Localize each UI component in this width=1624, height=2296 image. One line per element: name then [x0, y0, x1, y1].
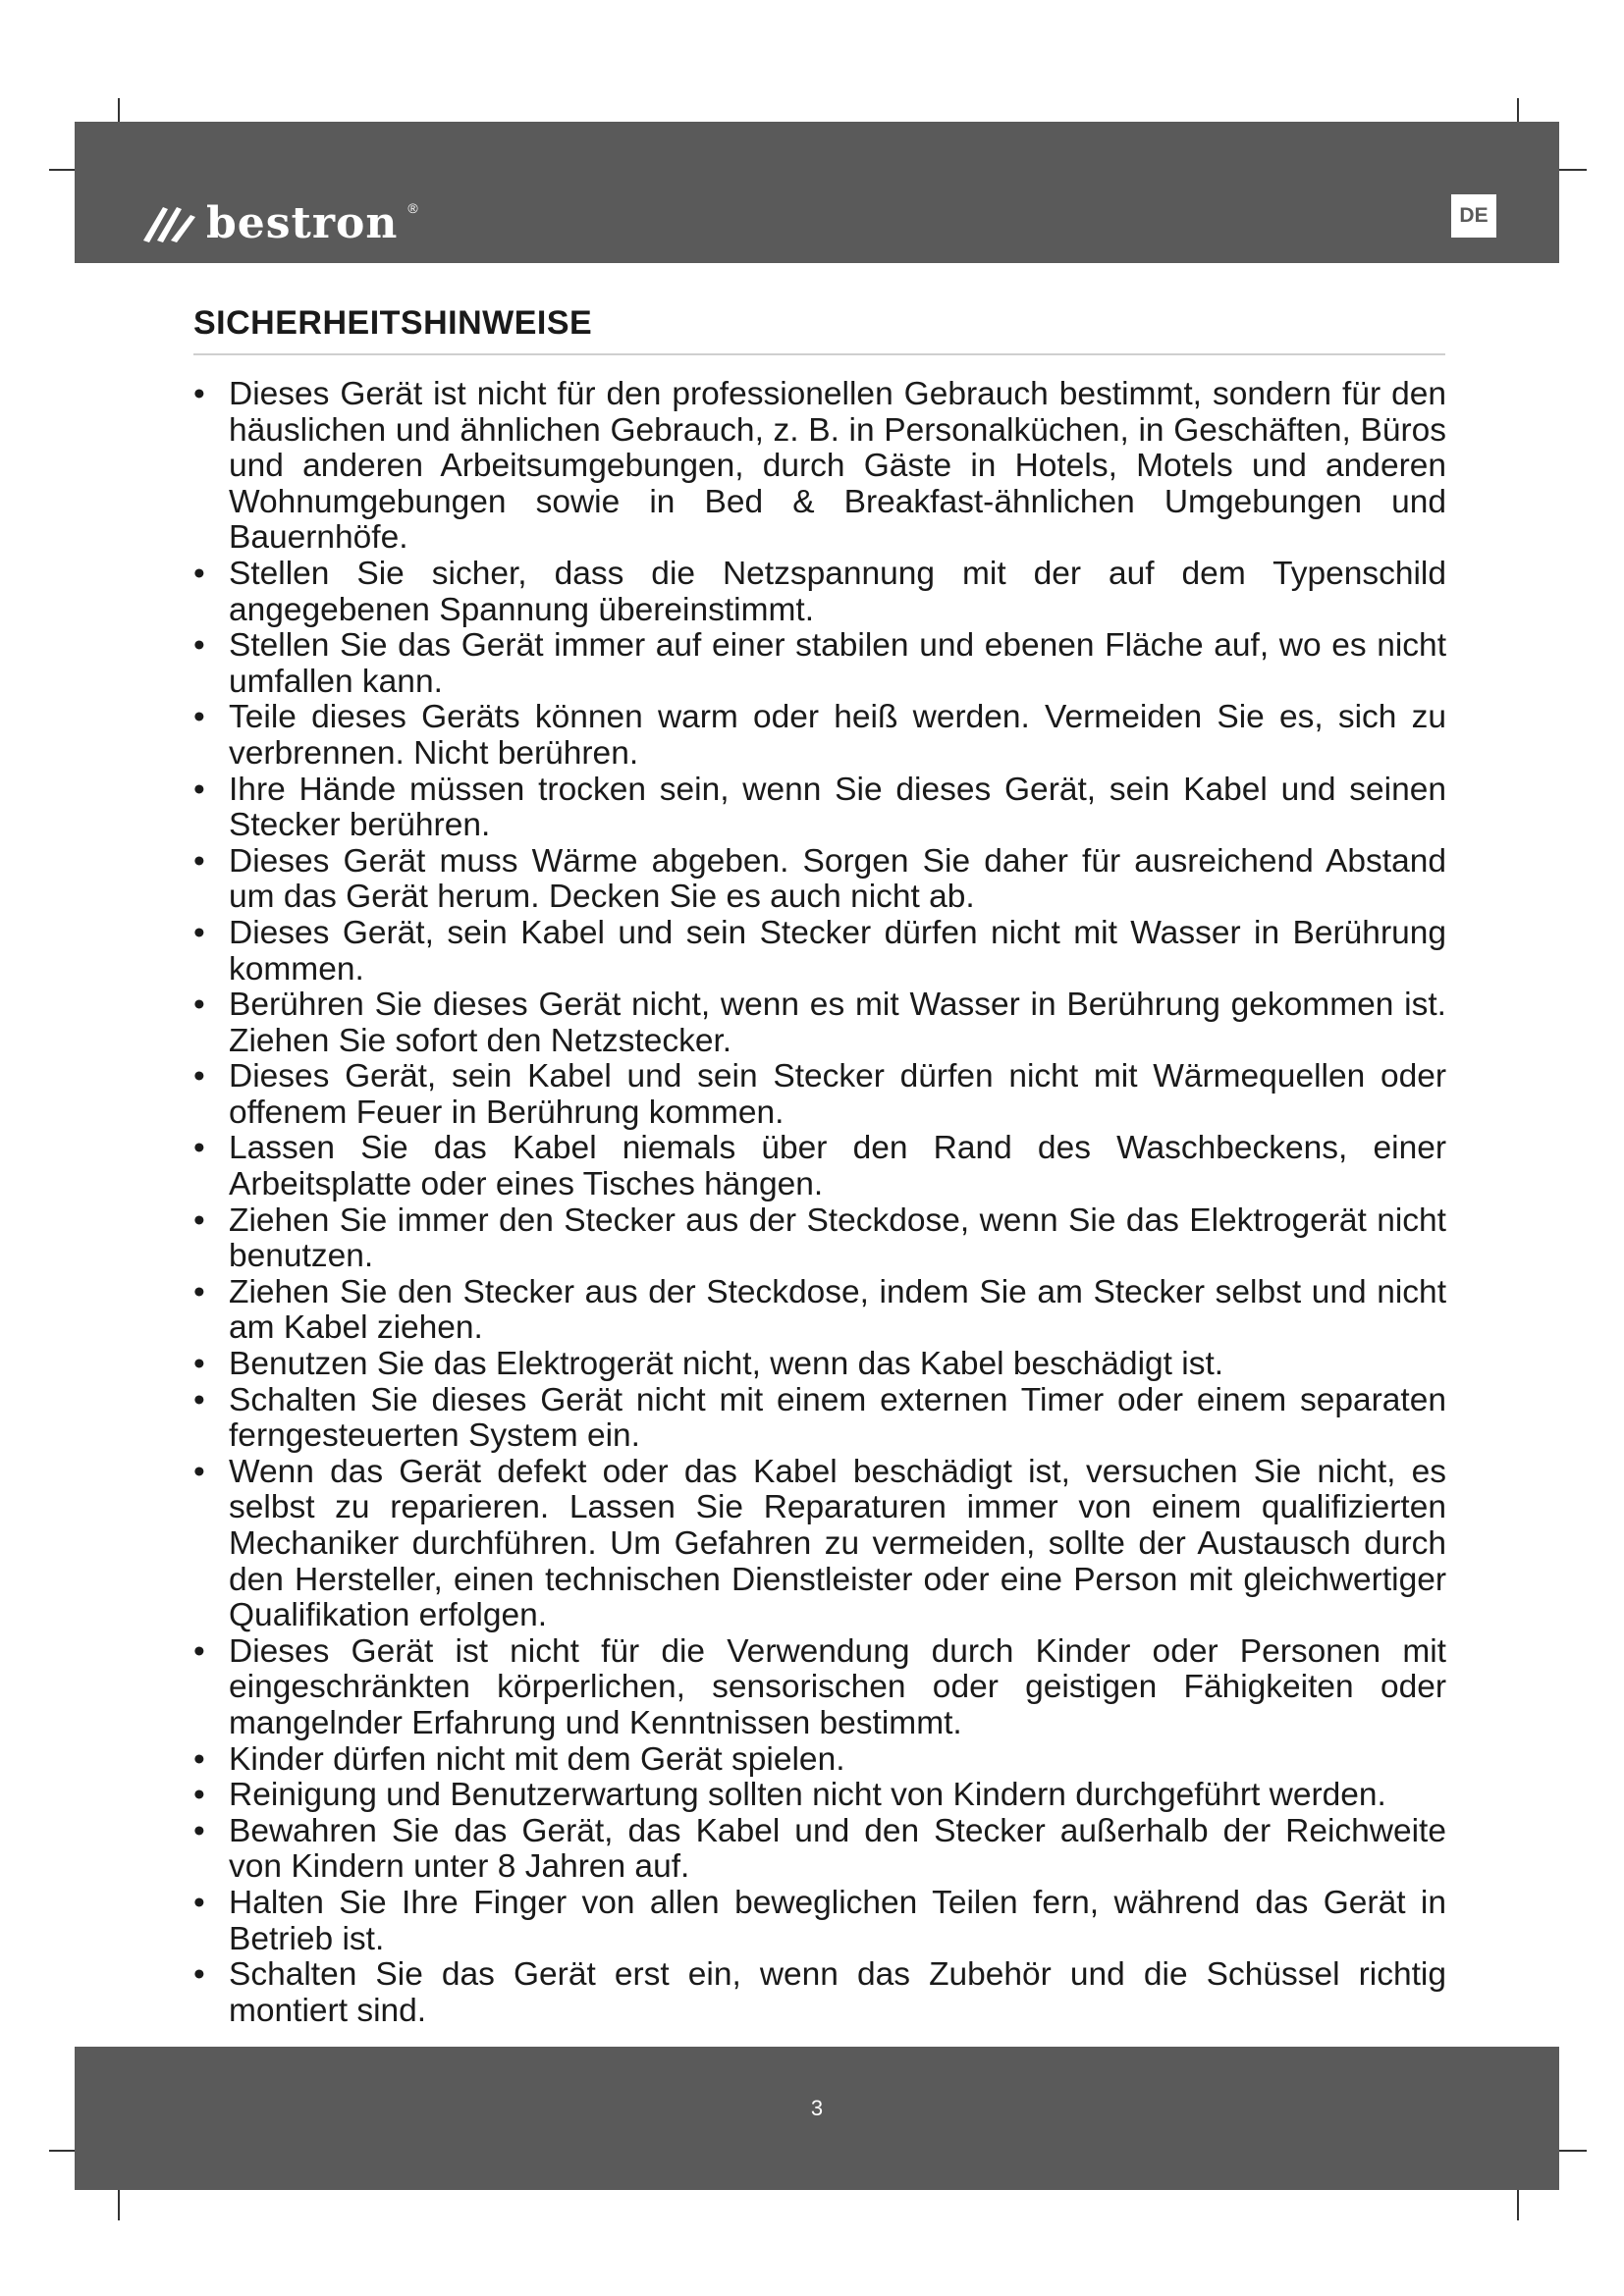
safety-content — [193, 377, 1446, 2029]
list-item — [193, 700, 1446, 772]
list-item-text: Kinder dürfen nicht mit dem Gerät spielen. — [229, 1740, 845, 1778]
list-item — [193, 628, 1446, 700]
list-item — [193, 557, 1446, 628]
bullet-icon: • — [193, 699, 205, 736]
language-badge: DE — [1451, 194, 1496, 238]
list-item — [193, 1957, 1446, 2029]
bullet-icon: • — [193, 1346, 205, 1383]
bullet-icon: • — [193, 1777, 205, 1814]
list-item — [193, 1383, 1446, 1455]
list-item — [193, 1455, 1446, 1634]
bullet-icon: • — [193, 1740, 205, 1778]
list-item-text: Reinigung und Benutzerwartung sollten nicht von Kindern durchgeführt werden. — [229, 1777, 1386, 1814]
list-item — [193, 1742, 1446, 1779]
list-item-text: Ziehen Sie den Stecker aus der Steckdose, indem Sie am Stecker selbst und nicht am Kabel ziehen. — [229, 1273, 1446, 1347]
list-item-text: Lassen Sie das Kabel niemals über den Rand des Waschbeckens, einer Arbeitsplatte oder eines Tisches hängen. — [229, 1130, 1446, 1203]
bullet-icon: • — [193, 987, 205, 1024]
brand-logo — [143, 196, 418, 251]
list-item — [193, 844, 1446, 916]
bullet-icon: • — [193, 555, 205, 592]
list-item-text: Wenn das Gerät defekt oder das Kabel beschädigt ist, versuchen Sie nicht, es selbst zu reparieren. Lassen Sie Reparaturen immer von einem qualifizierten Mechaniker durchführen. Um Gefahren zu vermeiden, sollte der Austausch durch den Hersteller, einen technischen Dienstleister oder eine Person mit gleichwertiger Qualifikation erfolgen. — [229, 1453, 1446, 1634]
chevrons-logo-icon — [143, 201, 198, 246]
bullet-icon: • — [193, 1273, 205, 1310]
list-item — [193, 1347, 1446, 1383]
list-item-text: Dieses Gerät muss Wärme abgeben. Sorgen Sie daher für ausreichend Abstand um das Gerät herum. Decken Sie es auch nicht ab. — [229, 842, 1446, 916]
bullet-icon: • — [193, 1381, 205, 1418]
list-item-text: Berühren Sie dieses Gerät nicht, wenn es mit Wasser in Berührung gekommen ist. Ziehen Sie sofort den Netzstecker. — [229, 987, 1446, 1059]
list-item-text: Schalten Sie dieses Gerät nicht mit einem externen Timer oder einem separaten ferngesteuerten System ein. — [229, 1381, 1446, 1455]
list-item — [193, 773, 1446, 844]
bullet-icon: • — [193, 1812, 205, 1849]
list-item — [193, 377, 1446, 557]
list-item — [193, 1131, 1446, 1202]
list-item-text: Benutzen Sie das Elektrogerät nicht, wenn das Kabel beschädigt ist. — [229, 1346, 1224, 1383]
safety-list — [193, 377, 1446, 2029]
bullet-icon: • — [193, 376, 205, 412]
header-band — [75, 122, 1559, 263]
list-item — [193, 1778, 1446, 1814]
list-item-text: Stellen Sie sicher, dass die Netzspannung mit der auf dem Typenschild angegebenen Spannung übereinstimmt. — [229, 555, 1446, 628]
list-item-text: Halten Sie Ihre Finger von allen beweglichen Teilen fern, während das Gerät in Betrieb ist. — [229, 1884, 1446, 1957]
list-item — [193, 1886, 1446, 1957]
bullet-icon: • — [193, 1956, 205, 1994]
list-item-text: Teile dieses Geräts können warm oder heiß werden. Vermeiden Sie es, sich zu verbrennen. Nicht berühren. — [229, 699, 1446, 772]
list-item — [193, 988, 1446, 1059]
bullet-icon: • — [193, 627, 205, 665]
list-item-text: Dieses Gerät ist nicht für den professionellen Gebrauch bestimmt, sondern für den häuslichen und ähnlichen Gebrauch, z. B. in Personalküchen, in Geschäften, Büros und anderen Arbeitsumgebungen, durch Gäste in Hotels, Motels und anderen Wohnumgebungen sowie in Bed & Breakfast-ähnlichen Umgebungen und Bauernhöfe. — [229, 376, 1446, 557]
list-item — [193, 1634, 1446, 1742]
bullet-icon: • — [193, 1201, 205, 1239]
bullet-icon: • — [193, 914, 205, 951]
list-item — [193, 916, 1446, 988]
bullet-icon: • — [193, 1453, 205, 1490]
list-item-text: Ziehen Sie immer den Stecker aus der Steckdose, wenn Sie das Elektrogerät nicht benutzen. — [229, 1201, 1446, 1275]
list-item-text: Schalten Sie das Gerät erst ein, wenn das Zubehör und die Schüssel richtig montiert sind. — [229, 1956, 1446, 2029]
list-item — [193, 1275, 1446, 1347]
bullet-icon: • — [193, 771, 205, 808]
list-item-text: Dieses Gerät ist nicht für die Verwendung durch Kinder oder Personen mit eingeschränkten körperlichen, sensorischen oder geistigen Fähigkeiten oder mangelnder Erfahrung und Kenntnissen bestimmt. — [229, 1632, 1446, 1741]
list-item — [193, 1203, 1446, 1275]
list-item — [193, 1814, 1446, 1886]
list-item-text: Dieses Gerät, sein Kabel und sein Stecker dürfen nicht mit Wasser in Berührung kommen. — [229, 914, 1446, 988]
section-title: SICHERHEITSHINWEISE — [193, 304, 593, 342]
list-item — [193, 1059, 1446, 1131]
list-item-text: Dieses Gerät, sein Kabel und sein Stecker dürfen nicht mit Wärmequellen oder offenem Feuer in Berührung kommen. — [229, 1058, 1446, 1131]
bullet-icon: • — [193, 1632, 205, 1670]
list-item-text: Stellen Sie das Gerät immer auf einer stabilen und ebenen Fläche auf, wo es nicht umfallen kann. — [229, 627, 1446, 700]
list-item-text: Bewahren Sie das Gerät, das Kabel und den Stecker außerhalb der Reichweite von Kindern unter 8 Jahren auf. — [229, 1812, 1446, 1886]
bullet-icon: • — [193, 1130, 205, 1167]
bullet-icon: • — [193, 1884, 205, 1921]
registered-mark: ® — [407, 200, 418, 216]
page-number: 3 — [810, 2096, 824, 2120]
bullet-icon: • — [193, 842, 205, 880]
footer-band — [75, 2047, 1559, 2190]
list-item-text: Ihre Hände müssen trocken sein, wenn Sie dieses Gerät, sein Kabel und seinen Stecker berühren. — [229, 771, 1446, 844]
title-divider — [193, 353, 1445, 355]
bullet-icon: • — [193, 1058, 205, 1095]
brand-name: bestron — [206, 198, 399, 248]
